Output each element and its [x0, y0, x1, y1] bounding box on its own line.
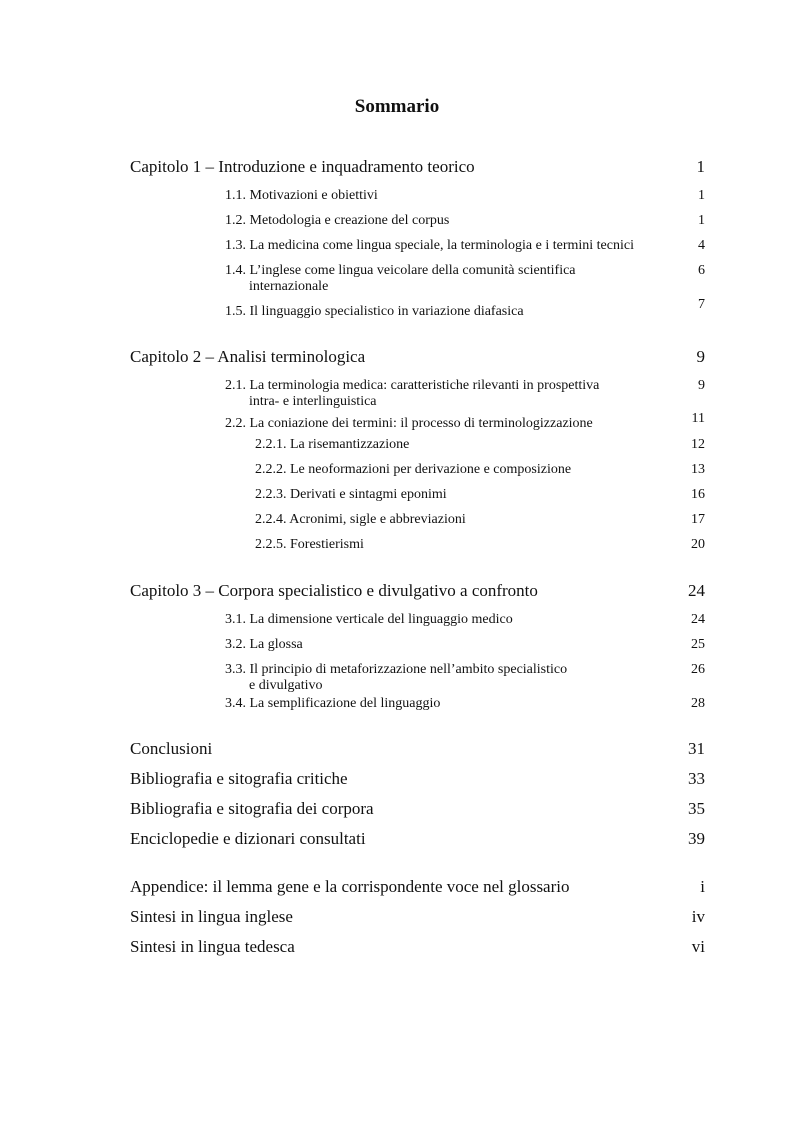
toc-entry-label: 2.2.2. Le neoformazioni per derivazione e composizione — [255, 462, 572, 477]
toc-entry-page: 1 — [698, 213, 705, 228]
toc-entry-label: 1.4. L’inglese come lingua veicolare della comunità scientifica — [225, 263, 576, 278]
toc-entry-page: 7 — [698, 297, 705, 312]
toc-entry-label: 2.2. La coniazione dei termini: il processo di terminologizzazione — [225, 416, 593, 431]
toc-entry-page: 16 — [691, 487, 705, 502]
toc-entry-page: 25 — [691, 637, 705, 652]
toc-entry-label: Bibliografia e sitografia critiche — [130, 769, 348, 788]
toc-entry-label: 1.3. La medicina come lingua speciale, la terminologia e i termini tecnici — [225, 238, 634, 253]
toc-entry-page: vi — [691, 937, 705, 956]
toc-entry-label: 2.2.5. Forestierismi — [255, 537, 364, 552]
toc-entry-page: 1 — [698, 188, 705, 203]
toc-entry-label: 2.2.3. Derivati e sintagmi eponimi — [255, 487, 447, 502]
toc-entry-page: 31 — [688, 739, 705, 758]
toc-entry-label: 3.3. Il principio di metaforizzazione nell’ambito specialistico — [225, 662, 568, 677]
toc-entry-label: Capitolo 2 – Analisi terminologica — [130, 347, 366, 366]
toc-entry-label: Bibliografia e sitografia dei corpora — [130, 799, 374, 818]
toc-entry-page: 26 — [691, 662, 705, 677]
toc-entry-page: 24 — [688, 581, 705, 600]
toc-entry-label-continuation: intra- e interlinguistica — [249, 394, 377, 409]
toc-entry-label-continuation: e divulgativo — [249, 678, 323, 693]
toc-entry-label: 2.1. La terminologia medica: caratteristiche rilevanti in prospettiva — [225, 378, 600, 393]
toc-entry-page: 39 — [688, 829, 705, 848]
toc-entry-page: iv — [691, 907, 705, 926]
toc-entry-page: 9 — [698, 378, 705, 393]
page-title: Sommario — [354, 96, 440, 117]
toc-entry-page: 1 — [696, 157, 705, 176]
toc-entry-page: 13 — [691, 462, 705, 477]
toc-entry-page: 20 — [691, 537, 705, 552]
toc-entry-label: Conclusioni — [130, 739, 213, 758]
toc-entry-label: 3.1. La dimensione verticale del linguaggio medico — [225, 612, 513, 627]
toc-entry-label: 3.4. La semplificazione del linguaggio — [225, 696, 441, 711]
toc-entry-page: 4 — [698, 238, 705, 253]
toc-entry-page: 24 — [691, 612, 705, 627]
toc-entry-page: 12 — [691, 437, 705, 452]
toc-entry-label: 1.1. Motivazioni e obiettivi — [225, 188, 378, 203]
toc-entry-label: Sintesi in lingua tedesca — [130, 937, 295, 956]
toc-entry-page: 9 — [696, 347, 705, 366]
toc-entry-page: 35 — [688, 799, 705, 818]
toc-entry-label: Capitolo 1 – Introduzione e inquadramento teorico — [130, 157, 475, 176]
toc-entry-label: Appendice: il lemma gene e la corrispondente voce nel glossario — [130, 877, 570, 896]
toc-entry-page: 17 — [691, 512, 705, 527]
toc-entry-label: 3.2. La glossa — [225, 637, 303, 652]
toc-entry-label: Sintesi in lingua inglese — [130, 907, 293, 926]
toc-entry-label: Capitolo 3 – Corpora specialistico e divulgativo a confronto — [130, 581, 538, 600]
toc-entry-label: 1.5. Il linguaggio specialistico in variazione diafasica — [225, 304, 524, 319]
toc-entry-page: 6 — [698, 263, 705, 278]
toc-entry-page: 11 — [691, 411, 705, 426]
toc-entry-label: 2.2.4. Acronimi, sigle e abbreviazioni — [255, 512, 466, 527]
toc-entry-page: i — [700, 877, 705, 896]
toc-entry-label: 1.2. Metodologia e creazione del corpus — [225, 213, 450, 228]
toc-entry-label-continuation: internazionale — [249, 279, 329, 294]
toc-entry-label: Enciclopedie e dizionari consultati — [130, 829, 366, 848]
toc-entry-page: 33 — [688, 769, 705, 788]
toc-entry-label: 2.2.1. La risemantizzazione — [255, 437, 410, 452]
toc-entry-page: 28 — [691, 696, 705, 711]
